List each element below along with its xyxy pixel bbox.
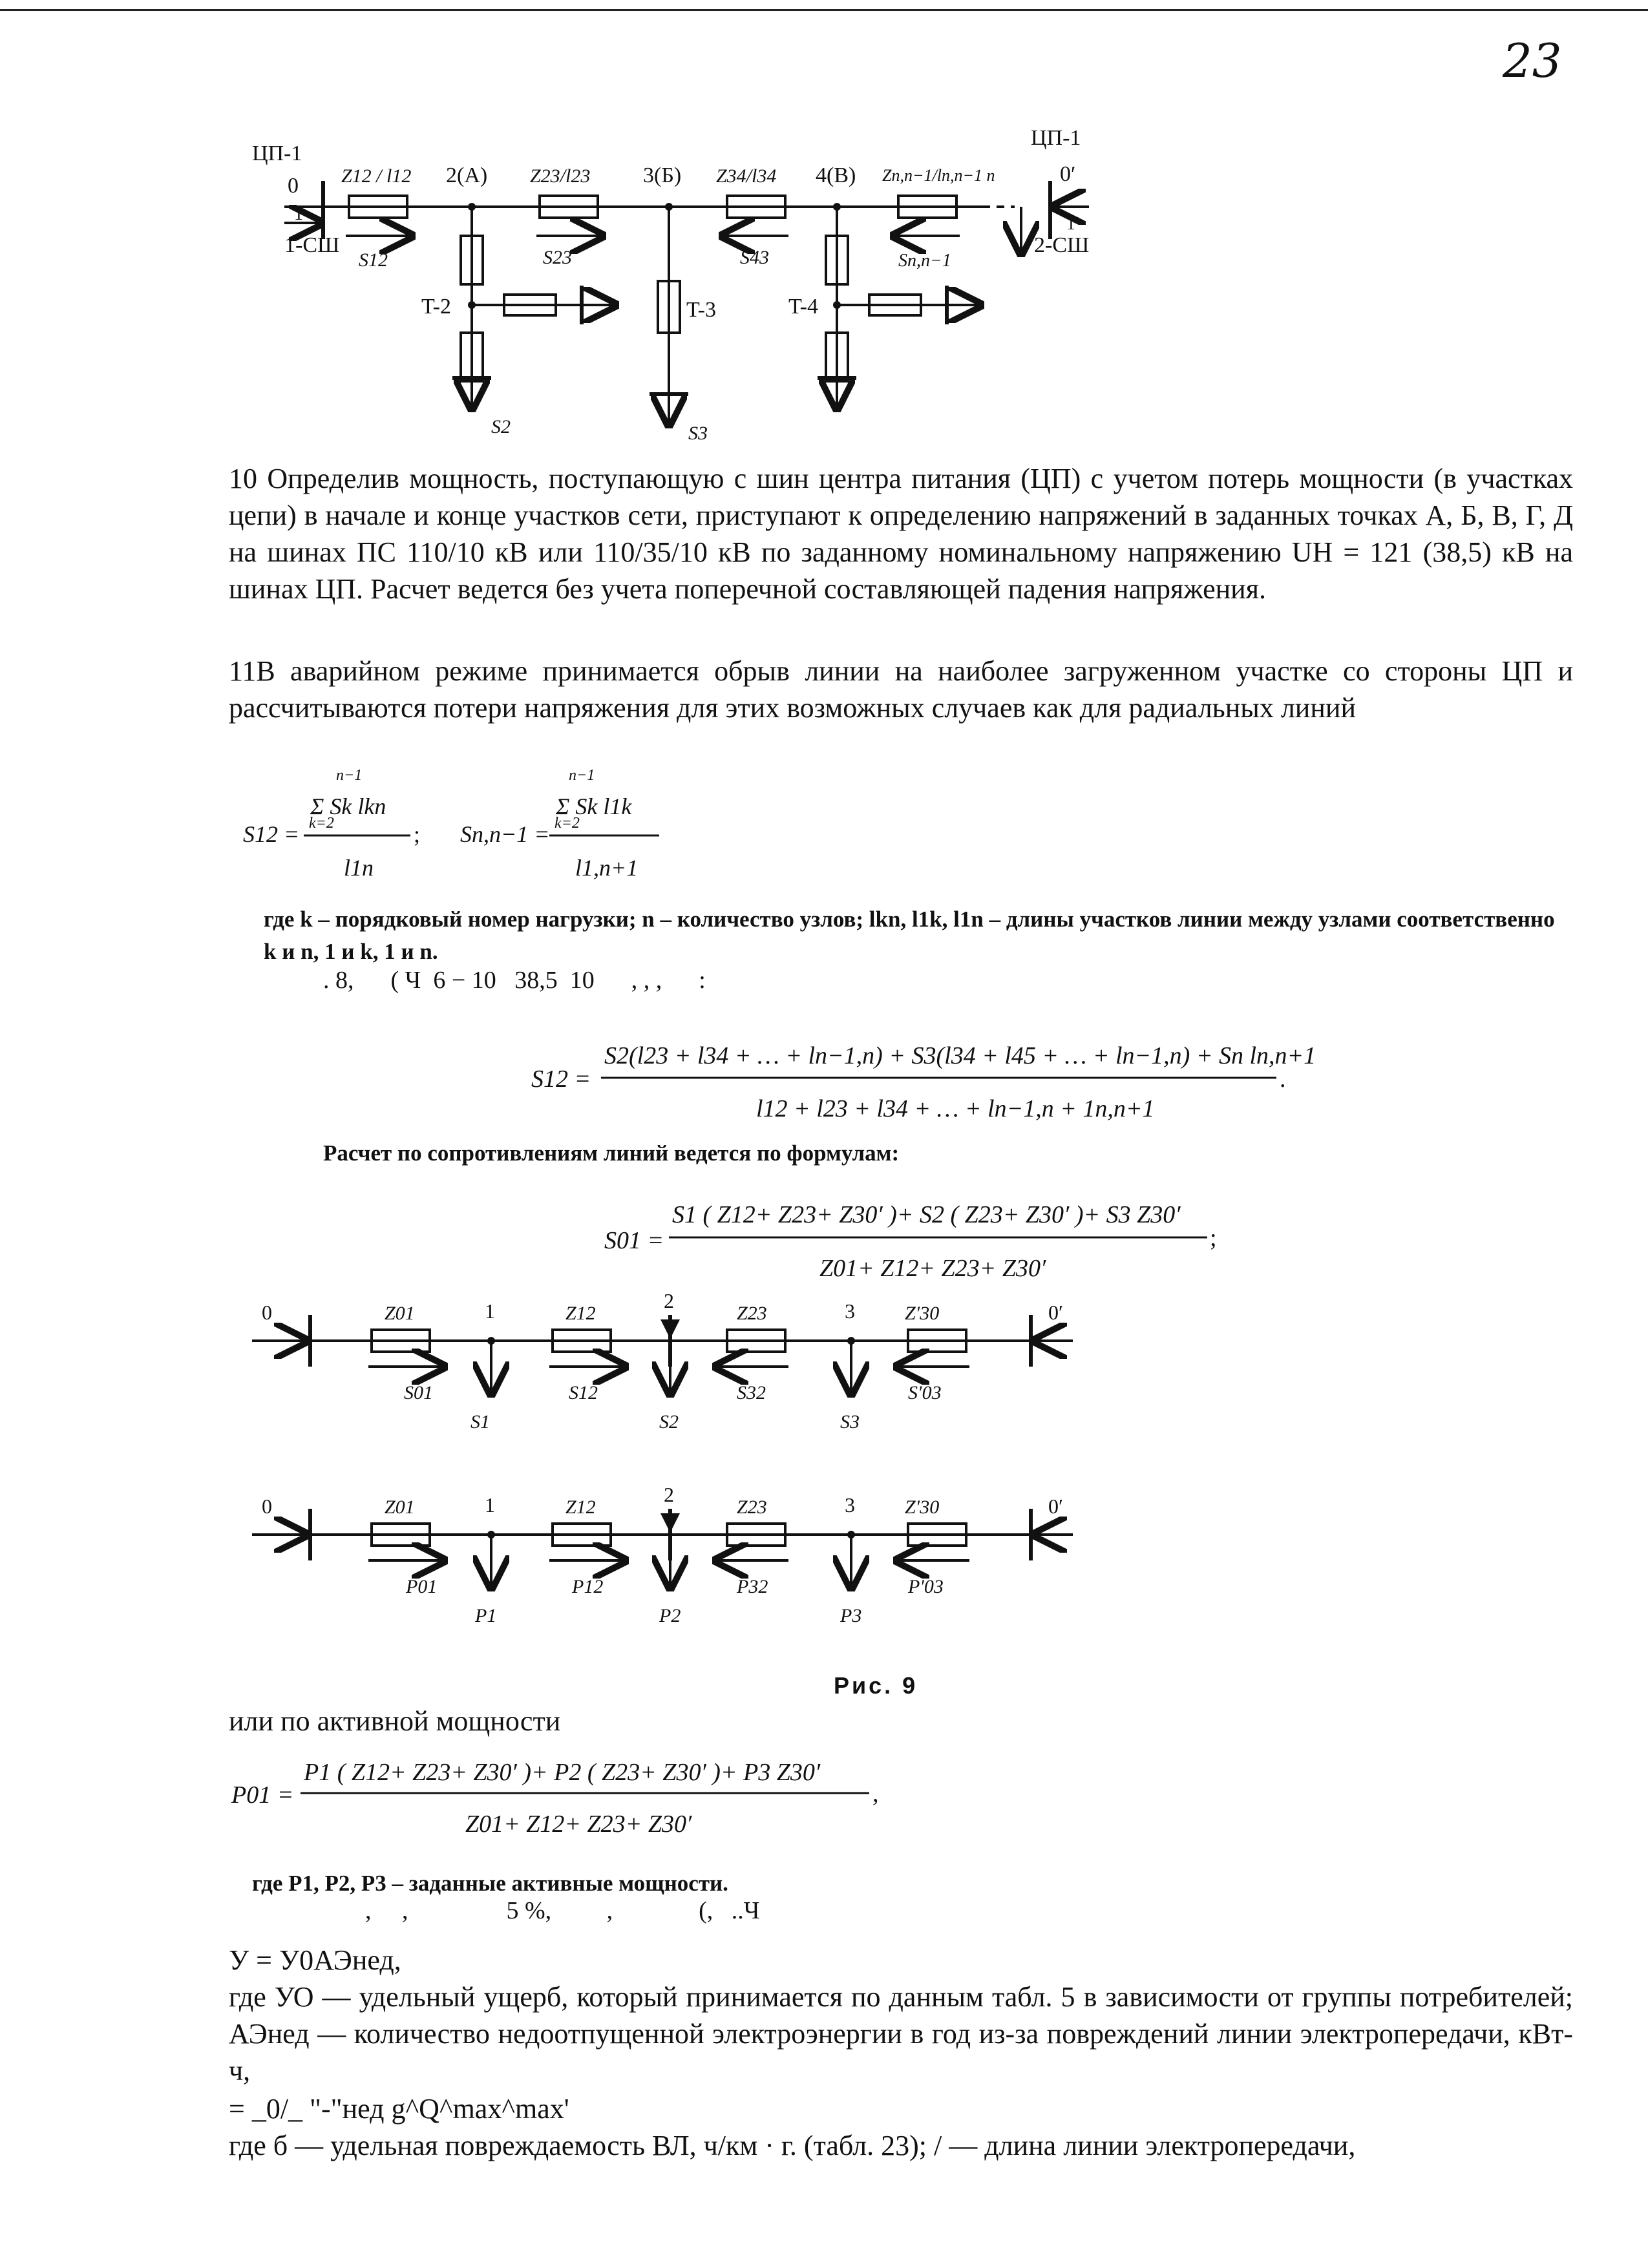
where-uo-text: где УО — удельный ущерб, который принимается по данным табл. 5 в зависимости от группы потребителей; АЭнед — количество недоотпущенной электроэнергии в год из-за повреждений линии электропередачи, кВт-ч,	[229, 1981, 1573, 2086]
d3-f03: P′03	[908, 1576, 944, 1597]
d2-z30: Z′30	[905, 1303, 940, 1324]
d3-node-2: 2	[664, 1483, 674, 1506]
formula-1b-sum-bottom: k=2	[555, 815, 580, 832]
active-power-intro: или по активной мощности	[229, 1705, 561, 1737]
formula-1b-num: Σ Sk l1k	[556, 793, 632, 819]
d2-node-2: 2	[664, 1289, 674, 1312]
formula-1b-sum-top: n−1	[569, 767, 595, 784]
top-rule	[0, 9, 1648, 11]
formula-4-lhs: P01 =	[231, 1781, 294, 1809]
d2-z12: Z12	[565, 1303, 596, 1324]
label-right-source: ЦП-1	[1031, 126, 1081, 150]
garbled-line-2: , , 5 %, , (, ..Ч	[365, 1897, 760, 1924]
formula-1a-num: Σ Sk lkn	[310, 793, 386, 819]
d3-z12: Z12	[565, 1496, 596, 1518]
formula-1	[0, 766, 1648, 895]
d2-f01: S01	[404, 1382, 433, 1403]
d3-z23: Z23	[737, 1496, 767, 1518]
d3-node-3: 3	[845, 1493, 855, 1517]
label-node-3: 3(Б)	[643, 163, 682, 187]
d2-node-1: 1	[485, 1299, 495, 1323]
label-right-bus-num: 1′	[1066, 214, 1080, 234]
network-diagram-2	[0, 1286, 1648, 1447]
label-node-4: 4(B)	[816, 163, 856, 187]
d2-node-0: 0	[262, 1301, 272, 1324]
formula-2-den: l12 + l23 + l34 + … + ln−1,n + 1n,n+1	[756, 1095, 1155, 1122]
paragraph-11: 11В аварийном режиме принимается обрыв линии на наиболее загруженном участке со стороны ЦП и рассчитываются потери напряжения для этих возможных случаев как для радиальных линий	[229, 655, 1573, 724]
d2-l2: S2	[659, 1411, 679, 1433]
d3-l1: P1	[475, 1605, 497, 1626]
label-left-bus: 1-СШ	[284, 233, 340, 257]
d3-f01: P01	[406, 1576, 438, 1597]
label-snn: Sn,n−1	[898, 251, 951, 271]
d2-z23: Z23	[737, 1303, 767, 1324]
label-s3: S3	[688, 423, 708, 444]
where-k-text: где k – порядковый номер нагрузки; n – количество узлов; lkn, l1k, l1n – длины участков линии между узлами соответственно k и n, 1 и k, 1 и n.	[264, 907, 1555, 964]
d2-node-0p: 0′	[1048, 1301, 1063, 1324]
svg-text:,: ,	[872, 1780, 879, 1807]
formula-1b-lhs: Sn,n−1 =	[460, 821, 550, 847]
svg-text:;: ;	[1210, 1224, 1217, 1252]
formula-4	[0, 1738, 1648, 1854]
label-left-source: ЦП-1	[252, 142, 302, 165]
garbled-line-1: . 8, ( Ч 6 − 10 38,5 10 , , , :	[323, 967, 706, 994]
network-diagram-3	[0, 1480, 1648, 1641]
figure-caption: Рис. 9	[834, 1672, 918, 1699]
formula-1a-sum-top: n−1	[336, 767, 363, 784]
formula-4-den: Z01+ Z12+ Z23+ Z30′	[465, 1811, 692, 1838]
formula-1a-lhs: S12 =	[243, 821, 300, 847]
garbled-formula: = _0/_ "-"нед g^Q^max^max'	[229, 2093, 569, 2125]
page-number: 23	[1503, 34, 1562, 88]
formula-2	[0, 1014, 1648, 1131]
label-z34: Z34/l34	[716, 165, 777, 187]
d2-f03: S′03	[908, 1382, 942, 1403]
resistance-intro: Расчет по сопротивлениям линий ведется по формулам:	[323, 1140, 900, 1166]
d3-node-0: 0	[262, 1495, 272, 1518]
d3-l2: P2	[659, 1605, 681, 1626]
label-s12: S12	[359, 249, 388, 271]
formula-2-num: S2(l23 + l34 + … + ln−1,n) + S3(l34 + l45 + … + ln−1,n) + Sn ln,n+1	[604, 1042, 1316, 1069]
label-s2: S2	[491, 416, 511, 437]
label-right-bus: 2-СШ	[1034, 233, 1090, 257]
label-s23: S23	[543, 247, 572, 268]
d3-z01: Z01	[385, 1496, 415, 1518]
paragraph-10: 10 Определив мощность, поступающую с шин центра питания (ЦП) с учетом потерь мощности (в участках цепи) в начале и конце участков сети, приступают к определению напряжений в заданных точках А, Б, В, Г, Д на шинах ПС 110/10 кВ или 110/35/10 кВ по заданному номинальному напряжению UH = 121 (38,5) кВ на шинах ЦП. Расчет ведется без учета поперечной составляющей падения напряжения.	[229, 463, 1573, 605]
where-p-text: где P1, P2, P3 – заданные активные мощности.	[252, 1871, 728, 1896]
formula-3-den: Z01+ Z12+ Z23+ Z30′	[819, 1255, 1046, 1282]
damage-formula: У = У0АЭнед,	[229, 1944, 401, 1976]
label-t3: T-3	[686, 298, 716, 322]
network-diagram-1	[0, 123, 1648, 459]
d3-f32: P32	[737, 1576, 768, 1597]
d2-f32: S32	[737, 1382, 766, 1403]
formula-4-num: P1 ( Z12+ Z23+ Z30′ )+ P2 ( Z23+ Z30′ )+ P3 Z30′	[304, 1759, 821, 1786]
d3-f12: P12	[572, 1576, 604, 1597]
formula-1a-sum-bottom: k=2	[309, 815, 334, 832]
formula-3	[0, 1176, 1648, 1292]
d2-l1: S1	[470, 1411, 490, 1433]
formula-3-lhs: S01 =	[604, 1227, 664, 1254]
label-t2: T-2	[421, 295, 451, 319]
d2-z01: Z01	[385, 1303, 415, 1324]
d3-node-0p: 0′	[1048, 1495, 1063, 1518]
label-z12: Z12 / l12	[341, 165, 412, 187]
formula-1b-den: l1,n+1	[575, 855, 639, 881]
formula-2-lhs: S12 =	[531, 1066, 591, 1093]
d3-z30: Z′30	[905, 1496, 940, 1518]
label-znn: Zn,n−1/ln,n−1 n	[882, 166, 995, 185]
where-b-text: где б — удельная повреждаемость ВЛ, ч/км · г. (табл. 23); / — длина линии электропередачи,	[229, 2130, 1356, 2161]
d2-node-3: 3	[845, 1299, 855, 1323]
label-node-2: 2(A)	[446, 163, 488, 187]
formula-1a-den: l1n	[344, 855, 374, 881]
d3-l3: P3	[840, 1605, 862, 1626]
label-node-0: 0	[288, 174, 299, 198]
label-z23: Z23/l23	[530, 165, 591, 187]
label-s43: S43	[740, 247, 769, 268]
d2-l3: S3	[840, 1411, 860, 1433]
label-left-bus-num: 1	[294, 204, 303, 224]
d3-node-1: 1	[485, 1493, 495, 1517]
label-t4: T-4	[788, 295, 818, 319]
svg-text:.: .	[1280, 1066, 1286, 1093]
d2-f12: S12	[569, 1382, 598, 1403]
svg-text:;: ;	[414, 821, 421, 847]
formula-3-num: S1 ( Z12+ Z23+ Z30′ )+ S2 ( Z23+ Z30′ )+ S3 Z30′	[672, 1201, 1181, 1228]
label-node-0p: 0′	[1060, 162, 1076, 186]
